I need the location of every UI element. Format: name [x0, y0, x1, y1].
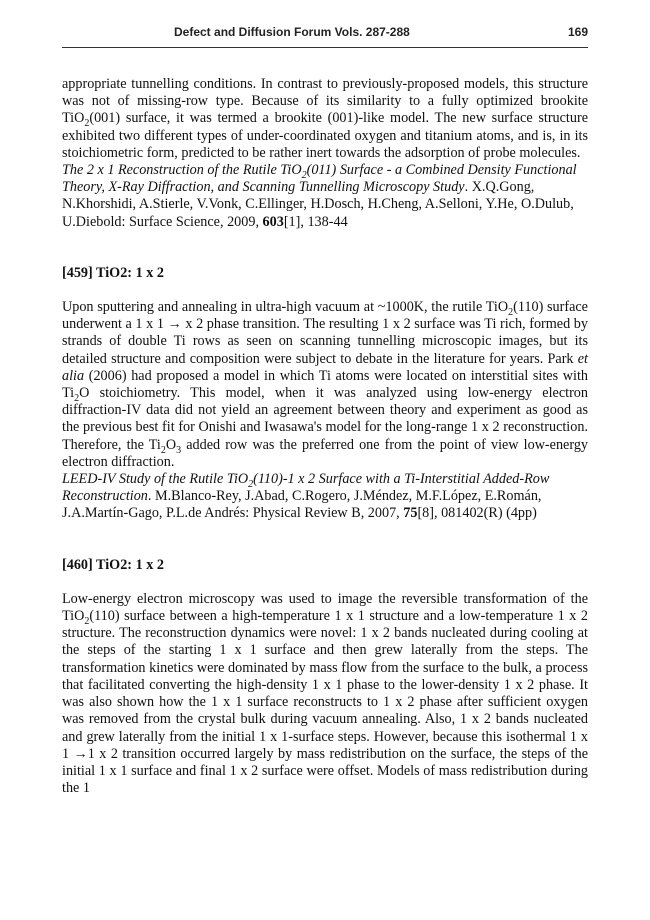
- running-header: [62, 22, 588, 46]
- paragraph-brookite: appropriate tunnelling conditions. In contrast to previously-proposed models, this structure was not of missing-row type. Because of its similarity to a fully optimized brookite TiO$_2$(001) surface, it was termed a brookite (001)-like model. The new surface structure exhibited two different types of under-coordinated oxygen and titanium atoms, and is, in its stoichiometric form, predicted to be rather inert towards the adsorption of probe molecules.: [62, 76, 588, 161]
- paragraph-459: Upon sputtering and annealing in ultra-high vacuum at ~1000K, the rutile TiO$_2$(110) surface underwent a 1 x 1 → x 2 phase transition. The resulting 1 x 2 surface was Ti rich, formed by strands of double Ti rows as seen on scanning tunnelling microscopic images, but its detailed structure and composition were subject to debate in the literature for years. Park et alia (2006) had proposed a model in which Ti atoms were located on interstitial sites with $Ti_2O$ stoichiometry. This model, when it was analyzed using low-energy electron diffraction-IV data did not yield an agreement between theory and experiment as good as the previous best fit for Onishi and Iwasawa's model for the long-range 1 x 2 reconstruction. Therefore, the $Ti_2O_3$ added row was the preferred one from the point of view low-energy electron diffraction.: [62, 299, 589, 470]
- header-rule: [62, 47, 588, 48]
- journal-title: Defect and Diffusion Forum Vols. 287-288: [174, 25, 410, 39]
- page-number: 169: [567, 25, 588, 39]
- reference-459-prev: The 2 x 1 Reconstruction of the Rutile TiO$_2$(011) Surface - a Combined Density Functional Theory, X-Ray Diffraction, and Scanning Tunnelling Microscopy Study. X.Q.Gong, N.Khorshidi, A.Stierle, V.Vonk, C.Ellinger, H.Dosch, H.Cheng, A.Selloni, Y.He, O.Dulub, U.Diebold: Surface Science, 2009, 603[1], 138-44: [62, 162, 577, 230]
- reference-459: LEED-IV Study of the Rutile TiO$_2$(110)-1 x 2 Surface with a Ti-Interstitial Added-Row Reconstruction. M.Blanco-Rey, J.Abad, C.Rogero, J.Méndez, M.F.López, E.Román, J.A.Martín-Gago, P.L.de Andrés: Physical Review B, 2007, 75[8], 081402(R) (4pp): [62, 471, 550, 522]
- paragraph-460: Low-energy electron microscopy was used to image the reversible transformation of the TiO$_2$(110) surface between a high-temperature 1 x 1 structure and a low-temperature 1 x 2 structure. The reconstruction dynamics were novel: 1 x 2 bands nucleated during cooling at the steps of the starting 1 x 1 surface and then grew laterally from the steps. The transformation kinetics were dominated by mass flow from the surface to the bulk, a process that facilitated converting the high-density 1 x 1 phase to the lower-density 1 x 2 phase. It was also shown how the 1 x 1 surface reconstructs to 1 x 2 phase after sufficient oxygen was removed from the crystal bulk during vacuum annealing. Also, 1 x 2 bands nucleated and grew laterally from the initial 1 x 1-surface steps. However, because this isothermal 1 x 1 →1 x 2 transition occurred largely by mass redistribution on the surface, the steps of the initial 1 x 1 surface and final 1 x 2 surface were offset. Models of mass redistribution during the 1: [62, 590, 588, 797]
- section-heading-460: [460] TiO2: 1 x 2: [62, 556, 164, 573]
- page-body: [62, 76, 588, 797]
- section-heading-459: [459] TiO2: 1 x 2: [62, 264, 164, 281]
